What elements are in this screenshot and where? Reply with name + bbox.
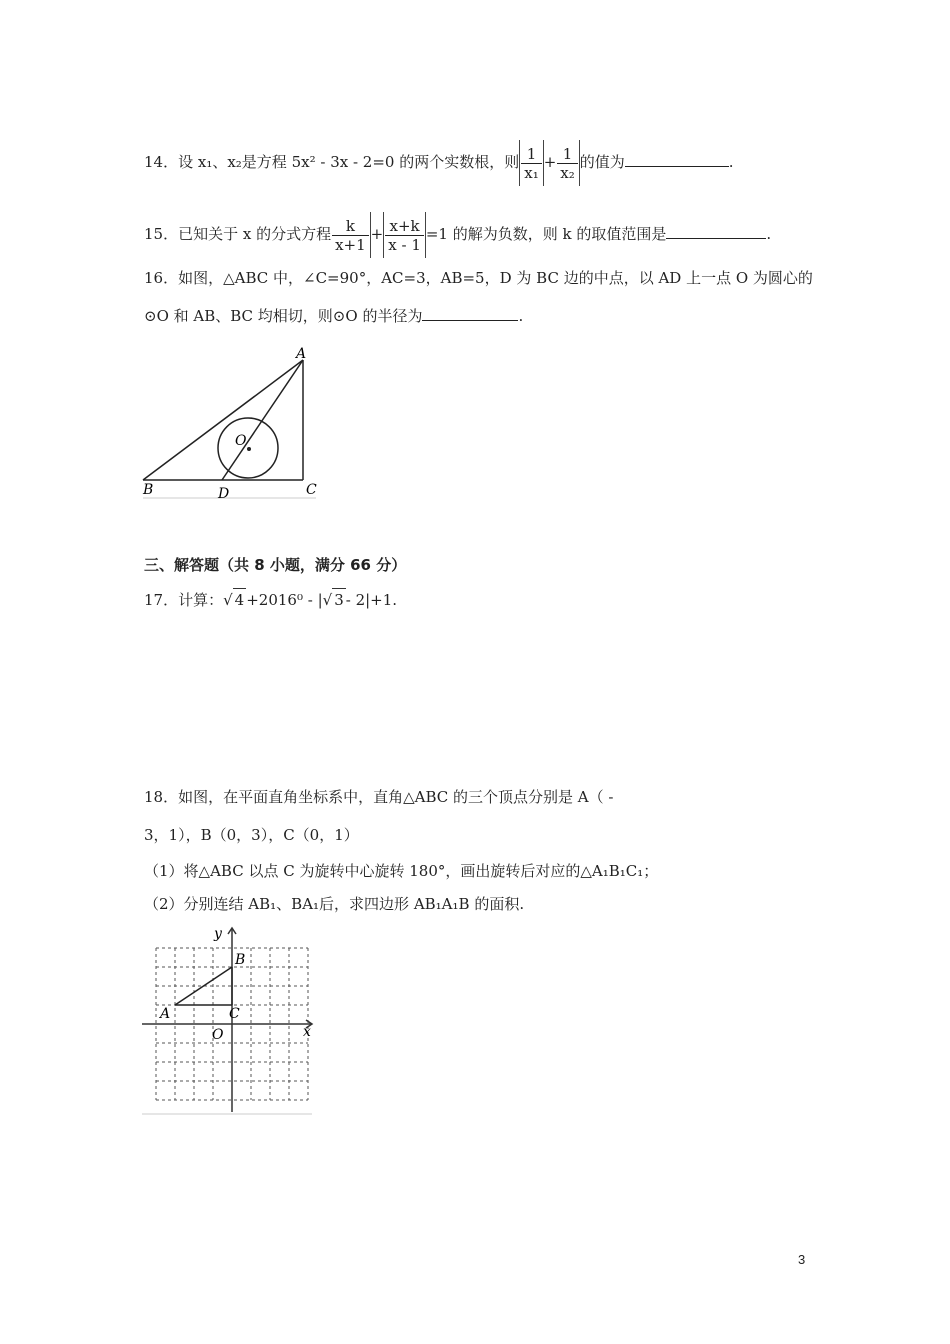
question-17 xyxy=(144,588,397,611)
q17-text: 17．计算： xyxy=(144,591,224,609)
q17-radicand-2: 3 xyxy=(332,588,346,611)
label-C: C xyxy=(229,1006,240,1022)
q17-text-mid: +2016⁰ - | xyxy=(246,591,323,609)
q17-text-end: - 2|+1. xyxy=(345,591,398,609)
section-3-title xyxy=(144,554,406,576)
question-16-line-2 xyxy=(144,304,523,327)
plus-sign: + xyxy=(543,153,557,171)
answer-blank-15[interactable] xyxy=(666,222,766,239)
q18-text-2: 3，1），B（0，3），C（0，1） xyxy=(144,826,359,844)
label-O: O xyxy=(212,1027,224,1043)
sqrt-icon: √ xyxy=(223,591,233,609)
label-A: A xyxy=(160,1006,171,1022)
q14-fraction-1: $\frac{1}{\text{x₁}}$ xyxy=(521,145,541,182)
fraction-bar xyxy=(383,212,384,258)
label-y: y xyxy=(214,926,222,942)
label-B: B xyxy=(235,952,246,968)
page-number: 3 xyxy=(798,1252,806,1267)
label-A: A xyxy=(296,346,307,362)
q18-part-1-text: （1）将△ABC 以点 C 为旋转中心旋转 180°，画出旋转后对应的△A₁B₁C₁； xyxy=(144,862,659,880)
q14-text-end: 的值为 xyxy=(579,153,625,171)
label-O: O xyxy=(235,433,247,449)
q14-fraction-2: $\frac{1}{\text{x₂}}$ xyxy=(557,145,577,182)
label-B: B xyxy=(143,482,154,498)
question-14 xyxy=(144,140,734,186)
label-D: D xyxy=(218,486,230,502)
q15-fraction-2: $\frac{x+k}{x - 1}$ xyxy=(385,217,424,254)
period: . xyxy=(518,307,524,325)
answer-blank-16[interactable] xyxy=(422,304,518,321)
q15-text-end: =1 的解为负数，则 k 的取值范围是 xyxy=(425,225,667,243)
q14-text: 14．设 x₁、x₂是方程 5x² - 3x - 2=0 的两个实数根，则 xyxy=(144,153,520,171)
question-18-line-1 xyxy=(144,786,613,808)
q15-fraction-1: $\frac{k}{x+1}$ xyxy=(332,217,369,254)
section-3-text: 三、解答题（共 8 小题，满分 66 分） xyxy=(144,556,407,574)
q17-radicand-1: 4 xyxy=(233,588,247,611)
sqrt-icon: √ xyxy=(322,591,333,609)
triangle-circle-figure xyxy=(140,342,320,502)
coordinate-grid-figure xyxy=(142,924,317,1116)
q18-text: 18．如图，在平面直角坐标系中，直角△ABC 的三个顶点分别是 A（ - xyxy=(144,788,614,806)
fraction-bar xyxy=(519,140,520,186)
label-x: x xyxy=(303,1024,311,1040)
q16-text-2: ⊙O 和 AB、BC 均相切，则⊙O 的半径为 xyxy=(144,307,423,325)
plus-sign: + xyxy=(370,225,384,243)
period: . xyxy=(766,225,772,243)
label-C: C xyxy=(306,482,317,498)
question-18-part-2 xyxy=(144,893,524,915)
question-18-part-1 xyxy=(144,860,658,882)
answer-blank-14[interactable] xyxy=(625,150,729,167)
period: . xyxy=(728,153,734,171)
question-16-line-1 xyxy=(144,267,813,289)
q16-text: 16．如图，△ABC 中，∠C=90°，AC=3，AB=5，D 为 BC 边的中点，以 AD 上一点 O 为圆心的 xyxy=(144,269,813,287)
question-18-line-2 xyxy=(144,824,359,846)
q18-part-2-text: （2）分别连结 AB₁、BA₁后，求四边形 AB₁A₁B 的面积. xyxy=(144,895,525,913)
question-15 xyxy=(144,212,771,258)
q15-text: 15．已知关于 x 的分式方程 xyxy=(144,225,332,243)
